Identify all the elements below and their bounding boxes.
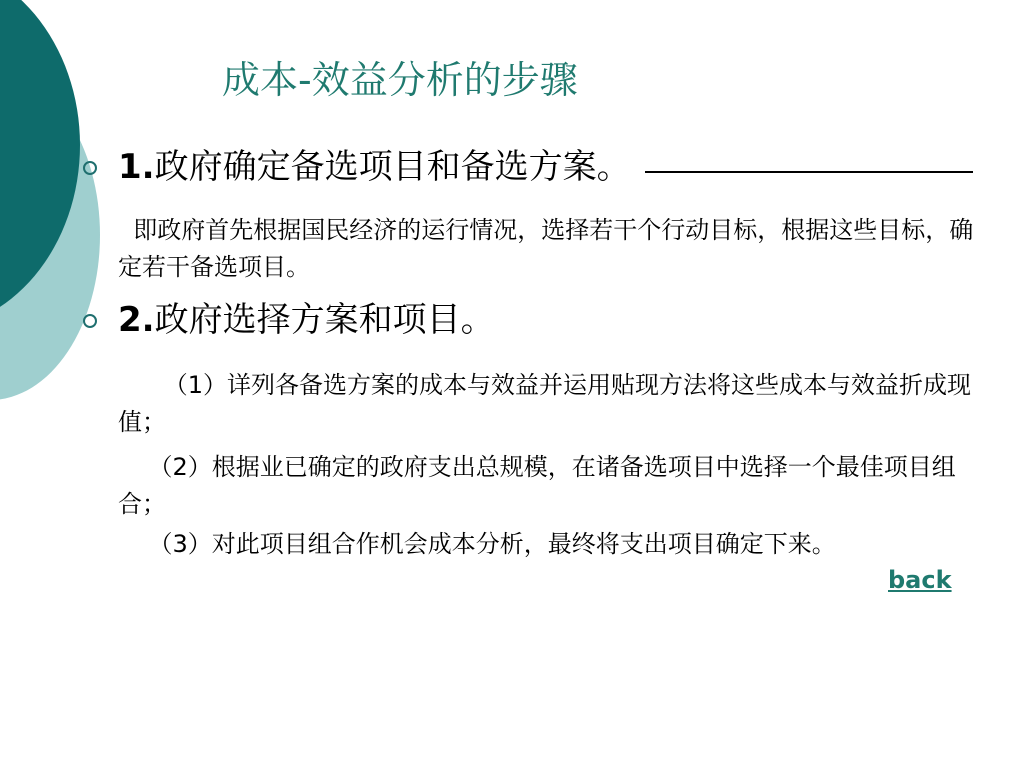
item-2-number: 2. <box>118 300 155 340</box>
step-1-text: （1）详列各备选方案的成本与效益并运用贴现方法将这些成本与效益折成现值； <box>118 371 972 436</box>
item-1-number: 1. <box>118 147 155 187</box>
slide-title: 成本-效益分析的步骤 <box>222 58 578 102</box>
item-1-heading-text: 政府确定备选项目和备选方案。 <box>154 147 631 187</box>
item-2-heading <box>118 298 495 342</box>
step-2-text: （2）根据业已确定的政府支出总规模，在诸备选项目中选择一个最佳项目组合； <box>118 453 956 518</box>
underline-rule <box>645 171 973 173</box>
item-1-body: 即政府首先根据国民经济的运行情况，选择若干个行动目标，根据这些目标，确定若干备选项目。 <box>118 216 974 281</box>
bullet-circle-icon <box>83 314 97 328</box>
item-1-heading <box>118 145 631 189</box>
bullet-circle-icon <box>83 161 97 175</box>
step-3-text: （3）对此项目组合作机会成本分析，最终将支出项目确定下来。 <box>118 530 836 558</box>
item-2-heading-text: 政府选择方案和项目。 <box>154 300 495 340</box>
back-link[interactable]: back <box>888 566 952 594</box>
